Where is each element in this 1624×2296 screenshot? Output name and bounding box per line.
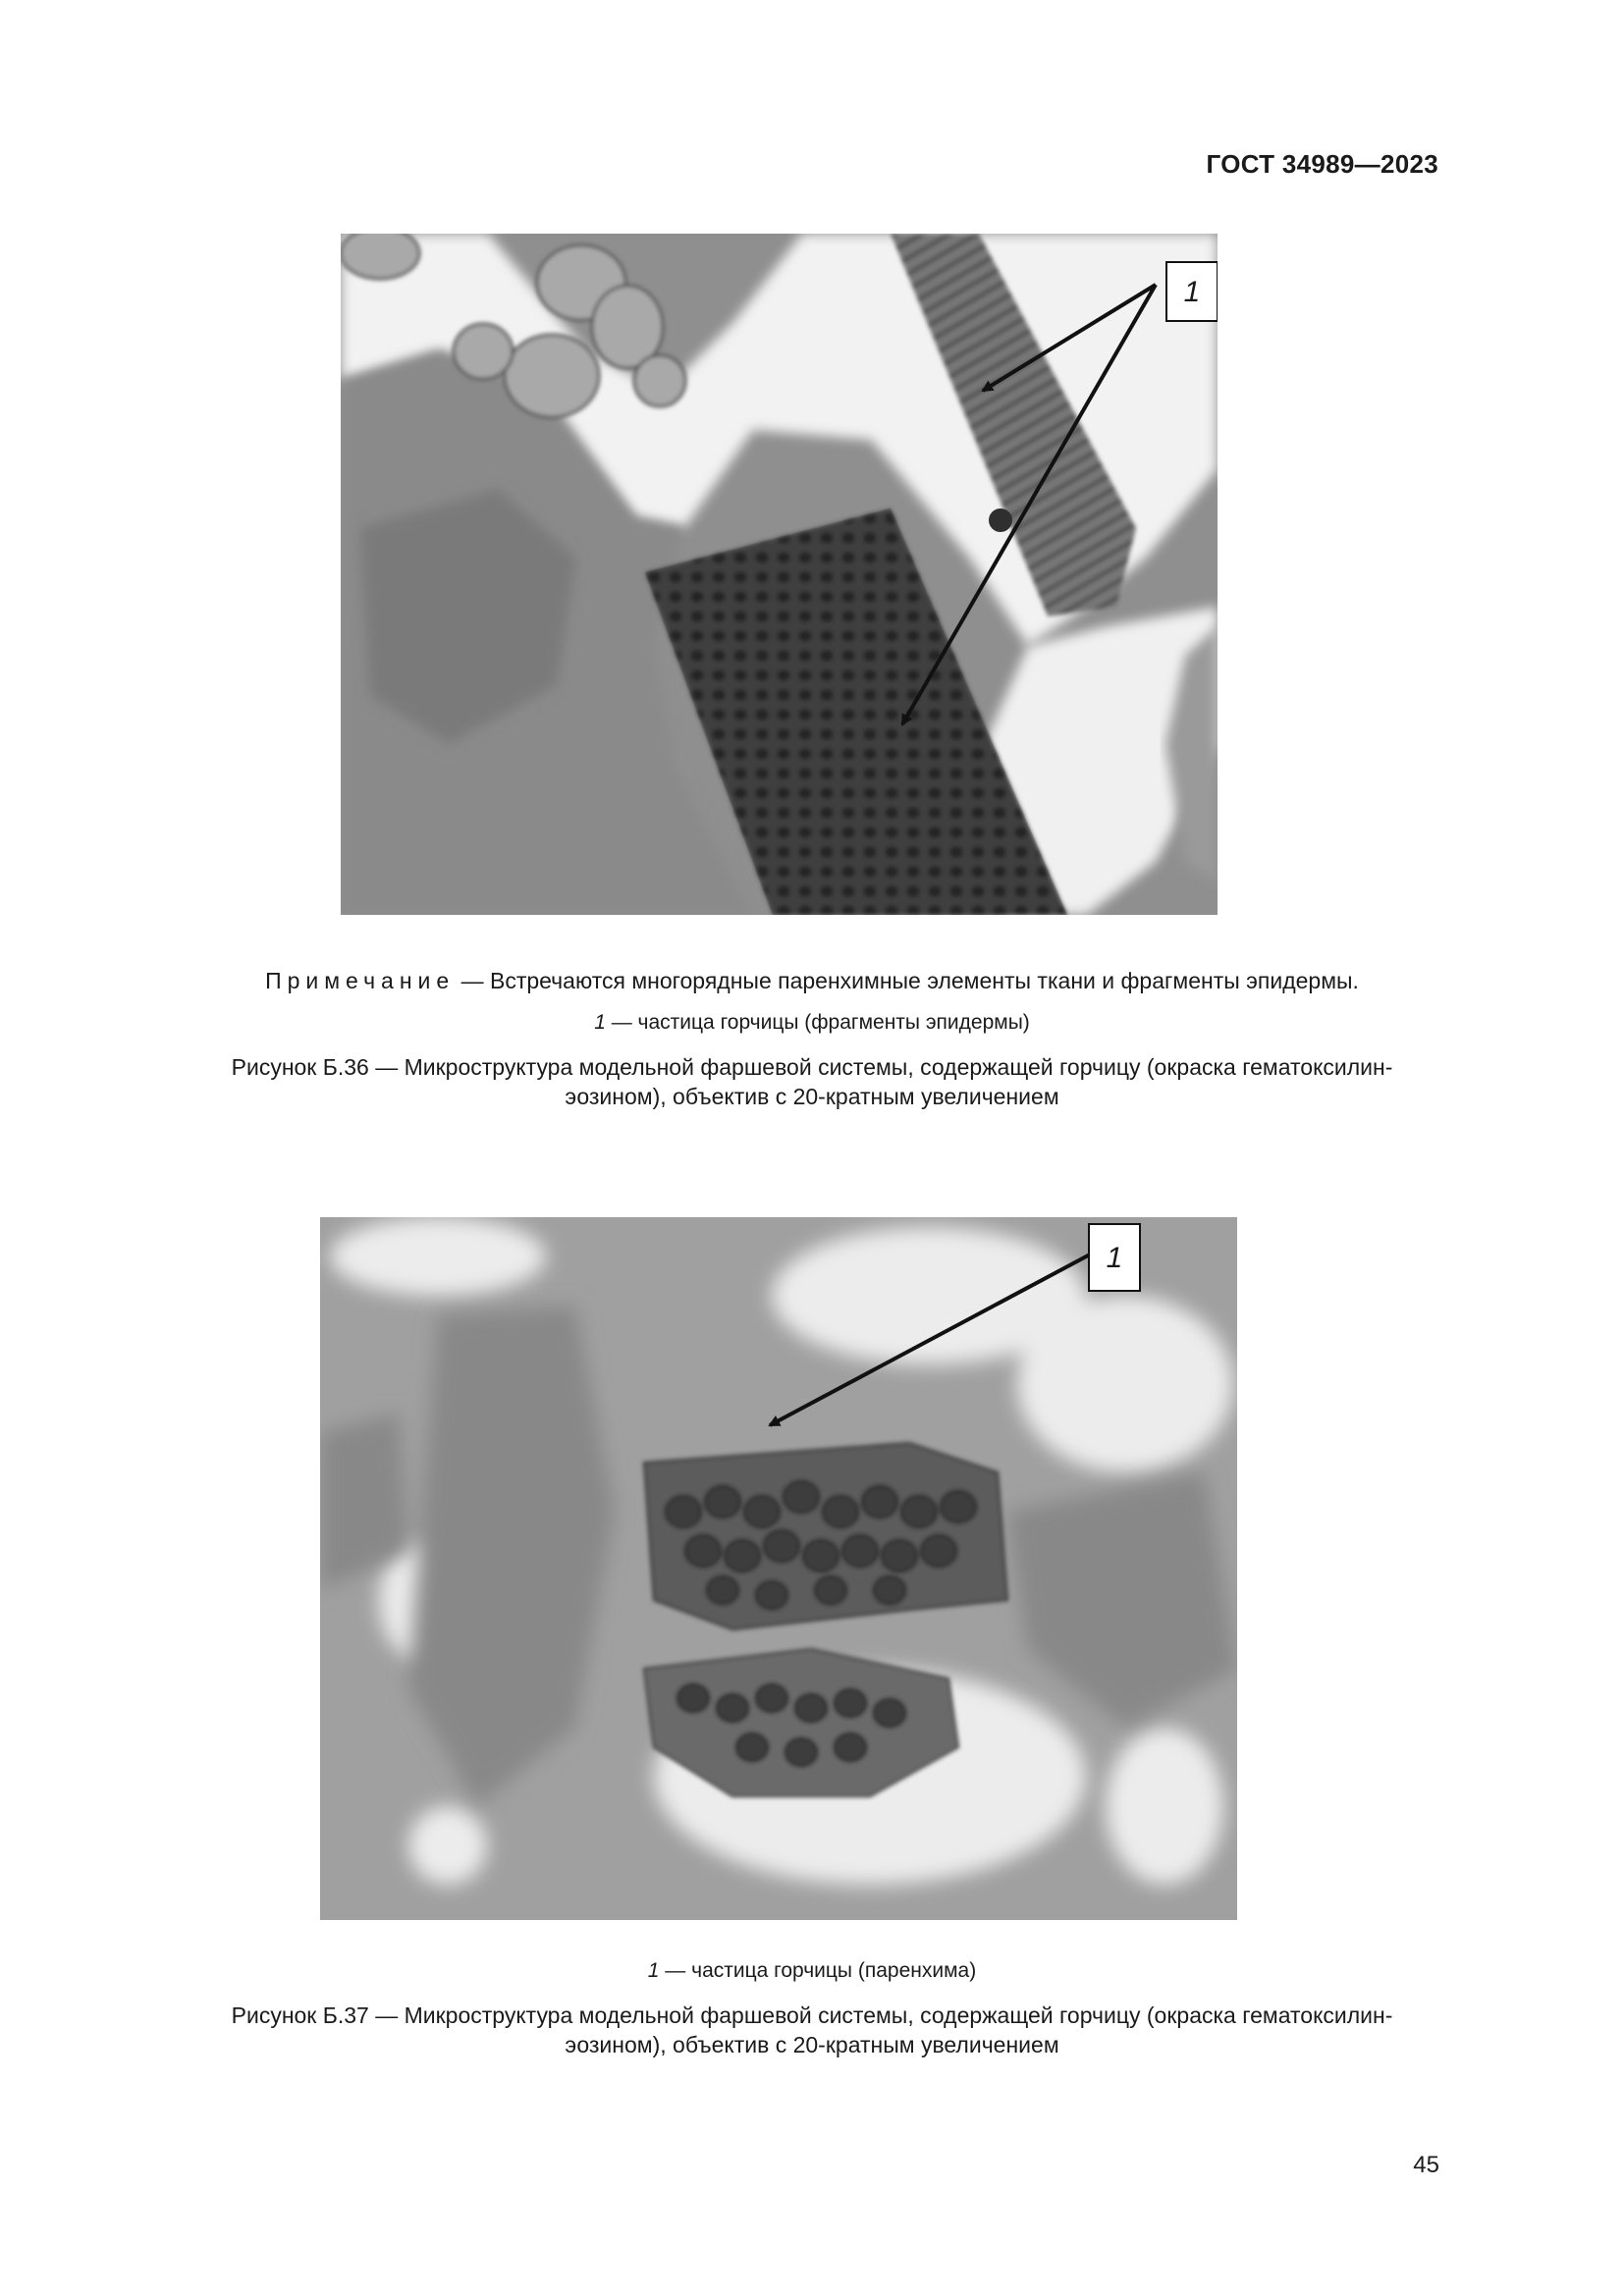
micrograph-b37 — [320, 1217, 1237, 1920]
figure-caption-b37 — [0, 2001, 1624, 2059]
document-header: ГОСТ 34989—2023 — [1206, 149, 1438, 179]
callout-label-1: 1 — [1088, 1223, 1141, 1292]
legend-number: 1 — [647, 1959, 660, 1982]
legend-text: — частица горчицы (паренхима) — [665, 1959, 977, 1982]
caption-line-2: эозином), объектив с 20-кратным увеличением — [565, 2032, 1059, 2057]
note-text: — Встречаются многорядные паренхимные элементы ткани и фрагменты эпидермы. — [460, 968, 1359, 993]
figure-legend-b37 — [0, 1959, 1624, 1983]
callout-label-1: 1 — [1165, 261, 1218, 322]
micrograph-b36 — [341, 234, 1218, 915]
note-label: Примечание — [265, 968, 456, 993]
callout-arrows-b36 — [341, 234, 1218, 915]
caption-line-1: Рисунок Б.37 — Микроструктура модельной фаршевой системы, содержащей горчицу (окраска гематоксилин- — [231, 2002, 1393, 2028]
callout-arrow-b37 — [320, 1217, 1237, 1920]
figure-legend-b36 — [0, 1011, 1624, 1035]
figure-caption-b36 — [0, 1052, 1624, 1111]
legend-text: — частица горчицы (фрагменты эпидермы) — [611, 1011, 1030, 1034]
legend-number: 1 — [594, 1011, 606, 1034]
caption-line-2: эозином), объектив с 20-кратным увеличением — [565, 1084, 1059, 1109]
caption-line-1: Рисунок Б.36 — Микроструктура модельной фаршевой системы, содержащей горчицу (окраска гематоксилин- — [231, 1054, 1393, 1080]
figure-note — [0, 968, 1624, 994]
page-number: 45 — [1413, 2152, 1439, 2178]
